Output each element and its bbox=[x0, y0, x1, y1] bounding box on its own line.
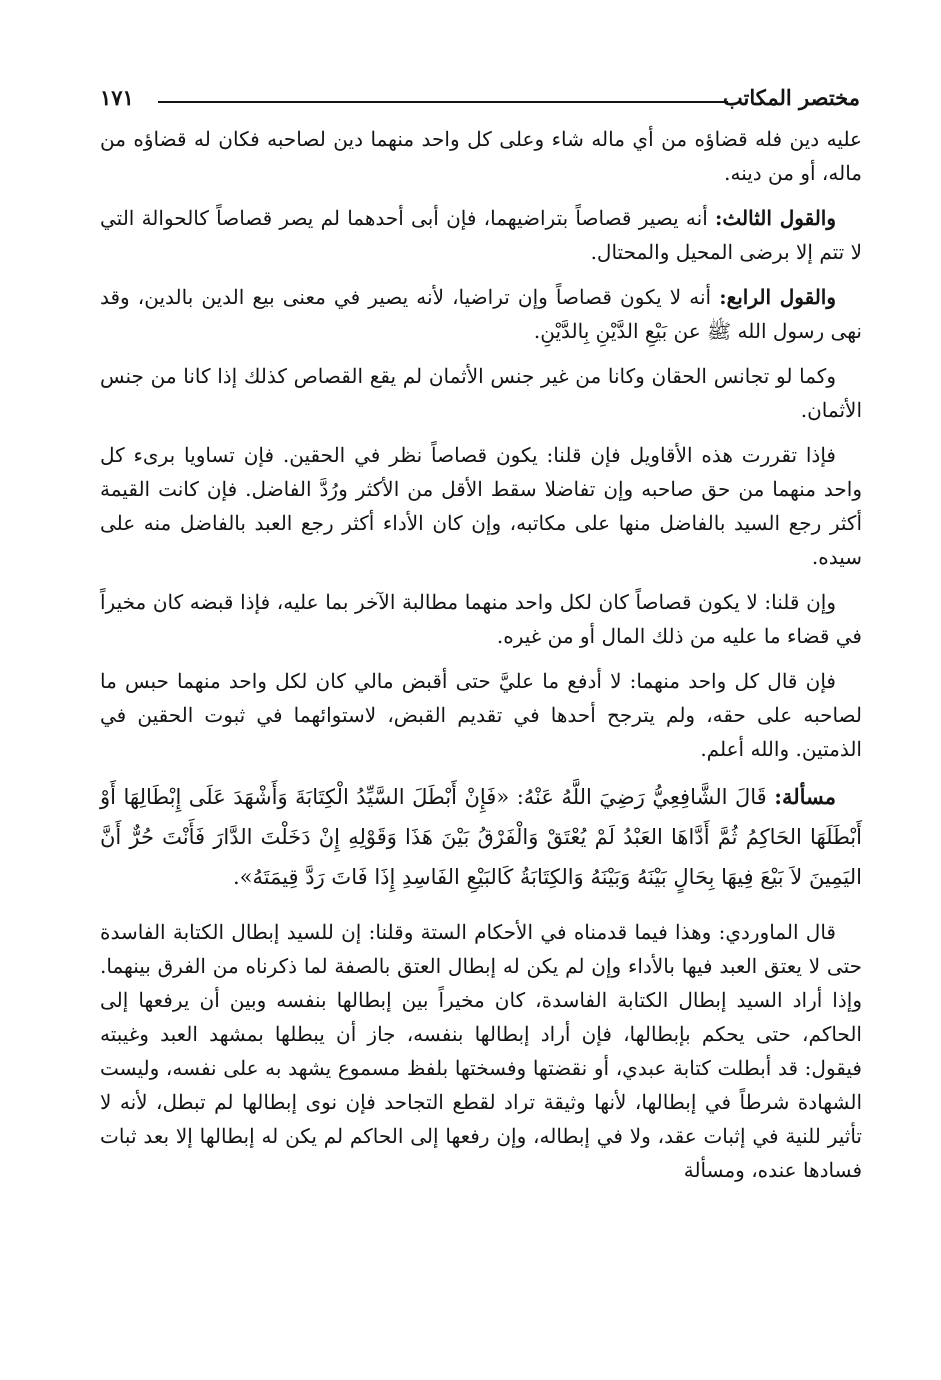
paragraph bbox=[100, 664, 862, 766]
masala-label: مسألة: bbox=[774, 784, 836, 809]
paragraph-lead: والقول الرابع: bbox=[719, 285, 837, 309]
paragraph-text: قال الماوردي: وهذا فيما قدمناه في الأحكام الستة وقلنا: إن للسيد إبطال الكتابة الفاسدة حتى لا يعتق العبد فيها بالأداء وإن لم يكن له إبطال العتق بالصفة لما ذكرناه من الفرق بينهما. وإذا أراد السيد إبطال الكتابة الفاسدة، كان مخيراً بين إبطالها بنفسه وبين أن يرفعها إلى الحاكم، حتى يحكم بإبطالها، فإن أراد إبطالها بنفسه، جاز أن يبطلها بمشهد العبد وغيبته فيقول: قد أبطلت كتابة عبدي، أو نقضتها وفسختها بلفظ مسموع يشهد به على نفسه، وليست الشهادة شرطاً في إبطالها، لأنها وثيقة تراد لقطع التجاحد فإن نوى إبطالها لم تبطل، لأنه لا تأثير للنية في إثبات عقد، ولا في إبطاله، وإن رفعها إلى الحاكم لم يكن له إبطالها إلا بعد ثبات فسادها عنده، ومسألة bbox=[100, 920, 862, 1182]
paragraph-third-opinion bbox=[100, 201, 862, 269]
masala-paragraph bbox=[100, 777, 862, 897]
paragraph bbox=[100, 585, 862, 653]
running-header bbox=[100, 78, 860, 118]
header-rule bbox=[158, 101, 728, 103]
paragraph-lead: والقول الثالث: bbox=[715, 206, 837, 230]
paragraph-text: أنه لا يكون قصاصاً وإن تراضيا، لأنه يصير في معنى بيع الدين بالدين، وقد نهى رسول الله ﷺ عن بَيْعِ الدَّيْنِ بِالدَّيْنِ. bbox=[100, 285, 862, 343]
paragraph-fourth-opinion bbox=[100, 280, 862, 348]
text-body bbox=[100, 122, 862, 1198]
paragraph-text: عليه دين فله قضاؤه من أي ماله شاء وعلى كل واحد منهما دين لصاحبه فكان له قضاؤه من ماله، أو من دينه. bbox=[100, 127, 862, 185]
paragraph bbox=[100, 438, 862, 574]
page-number: ١٧١ bbox=[100, 85, 134, 110]
paragraph-text: فإذا تقررت هذه الأقاويل فإن قلنا: يكون قصاصاً نظر في الحقين. فإن تساويا برىء كل واحد منهما من حق صاحبه وإن تفاضلا سقط الأقل من الأكثر ورُدَّ الفاضل. فإن كانت القيمة أكثر رجع السيد بالفاضل منها على مكاتبه، وإن كان الأداء أكثر رجع العبد بالفاضل منه على سيده. bbox=[100, 443, 862, 569]
paragraph-text: وكما لو تجانس الحقان وكانا من غير جنس الأثمان لم يقع القصاص كذلك إذا كانا من جنس الأثمان. bbox=[100, 364, 862, 422]
running-title: مختصر المكاتب bbox=[722, 85, 860, 110]
paragraph-text: فإن قال كل واحد منهما: لا أدفع ما عليَّ حتى أقبض مالي كان لكل واحد منهما حبس ما لصاحبه على حقه، ولم يترجح أحدها في تقديم القبض، لاستوائهما في ثبوت الحقين في الذمتين. والله أعلم. bbox=[100, 669, 862, 761]
paragraph-commentary bbox=[100, 915, 862, 1187]
paragraph-continuation bbox=[100, 122, 862, 190]
masala-quote: قَالَ الشَّافِعِيُّ رَضِيَ اللَّهُ عَنْهُ: «فَإِنْ أَبْطَلَ السَّيِّدُ الْكِتَابَةَ وَأَشْهَدَ عَلَى إِبْطَالِهَا أَوْ أَبْطَلَهَا الحَاكِمُ ثُمَّ أَدَّاهَا العَبْدُ لَمْ يُعْتَقْ وَالْفَرْقُ بَيْنَ هَذَا وَقَوْلِهِ إِنْ دَخَلْتَ الدَّارَ فَأَنْتَ حُرٌّ أَنَّ اليَمِينَ لاَ بَيْعَ فِيهَا بِحَالٍ بَيْنَهُ وَبَيْنَهُ وَالكِتَابَةُ كَالبَيْعِ الفَاسِدِ إِذَا فَاتَ رَدَّ قِيمَتَهُ». bbox=[100, 785, 862, 889]
paragraph-text: وإن قلنا: لا يكون قصاصاً كان لكل واحد منهما مطالبة الآخر بما عليه، فإذا قبضه كان مخيراً في قضاء ما عليه من ذلك المال أو من غيره. bbox=[100, 590, 862, 648]
paragraph-text: أنه يصير قصاصاً بتراضيهما، فإن أبى أحدهما لم يصر قصاصاً كالحوالة التي لا تتم إلا برضى المحيل والمحتال. bbox=[100, 206, 862, 264]
paragraph bbox=[100, 359, 862, 427]
